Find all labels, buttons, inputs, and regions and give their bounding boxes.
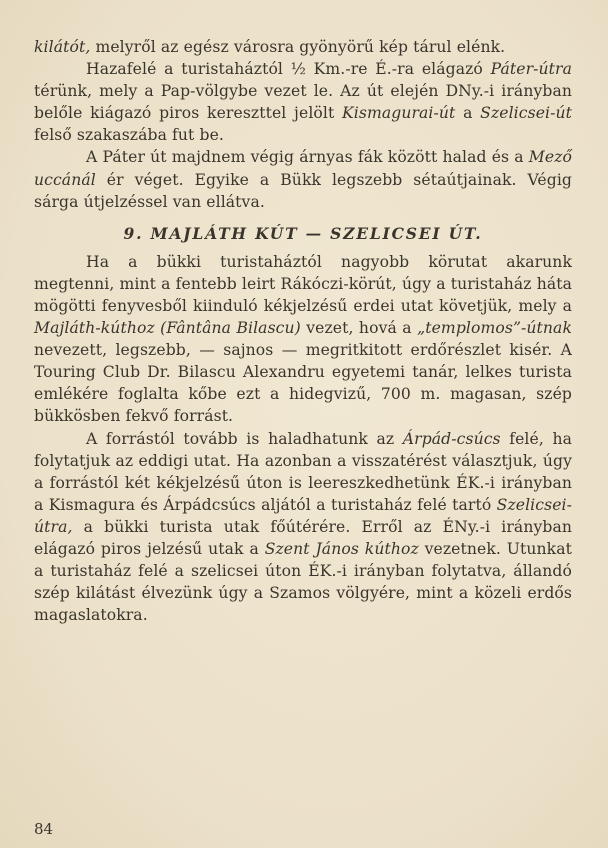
italic-term: Mező uccánál xyxy=(34,148,572,189)
italic-term: Kismagurai-út xyxy=(342,104,456,123)
italic-term: Szelicsei-útra, xyxy=(34,495,572,536)
paragraph-1: kilátót, melyről az egész városra gyönyörű kép tárul elénk. xyxy=(34,38,506,56)
paragraph-2: Hazafelé a turistaháztól ½ Km.-re É.-ra elágazó Páter-útra térünk, mely a Pap-völgybe vezet le. Az út elején DNy.-i irányban belőle kiágazó piros kereszttel jelölt Kismagurai-út a Szelicsei-út felső szakaszába fut be. xyxy=(34,60,572,145)
italic-term: Páter-útra xyxy=(490,60,572,79)
page-number: 84 xyxy=(34,820,54,838)
paragraph-4: Ha a bükki turistaháztól nagyobb körutat akarunk megtenni, mint a fentebb leirt Rákóczi-körút, úgy a turistaház háta mögötti fenyvesből kiinduló kékjelzésű erdei utat követjük, mely a Majláth-kúthoz (Fântâna Bilascu) vezet, hová a „templomos”-útnak nevezett, legszebb, — sajnos — megritkitott erdőrészlet kisér. A Touring Club Dr. Bilascu Alexandru egyetemi tanár, lelkes turista emlékére foglalta kőbe ezt a hidegvizű, 700 m. magasan, szép bükkösben fekvő forrást. xyxy=(34,252,572,426)
page-body xyxy=(34,36,572,626)
section-heading: 9. MAJLÁTH KÚT — SZELICSEI ÚT. xyxy=(123,223,483,243)
paragraph-3: A Páter út majdnem végig árnyas fák között halad és a Mező uccánál ér véget. Egyike a Bükk legszebb sétaútjainak. Végig sárga útjelzéssel van ellátva. xyxy=(34,148,572,211)
italic-term: Majláth-kúthoz (Fântâna Bilascu) xyxy=(34,319,301,338)
italic-term: Szelicsei-út xyxy=(480,104,572,123)
paragraph-5: A forrástól tovább is haladhatunk az Árpád-csúcs felé, ha folytatjuk az eddigi utat. Ha azonban a visszatérést választjuk, úgy a forrástól két kékjelzésű úton is leereszkedhetünk ÉK.-i irányban a Kismagura és Árpádcsúcs aljától a turistaház felé tartó Szelicsei-útra, a bükki turista utak főútérére. Erről az ÉNy.-i irányban elágazó piros jelzésű utak a Szent János kúthoz vezetnek. Utunkat a turistaház felé a szelicsei úton ÉK.-i irányban folytatva, állandó szép kilátást élvezünk úgy a Szamos völgyére, mint a közeli erdős magaslatokra. xyxy=(34,429,573,625)
italic-term: Árpád-csúcs xyxy=(402,429,501,448)
italic-term: kilátót, xyxy=(34,38,91,56)
italic-term: „templomos”-útnak xyxy=(417,319,572,338)
fraction: ½ xyxy=(290,60,306,79)
italic-term: Szent János kúthoz xyxy=(264,539,419,558)
